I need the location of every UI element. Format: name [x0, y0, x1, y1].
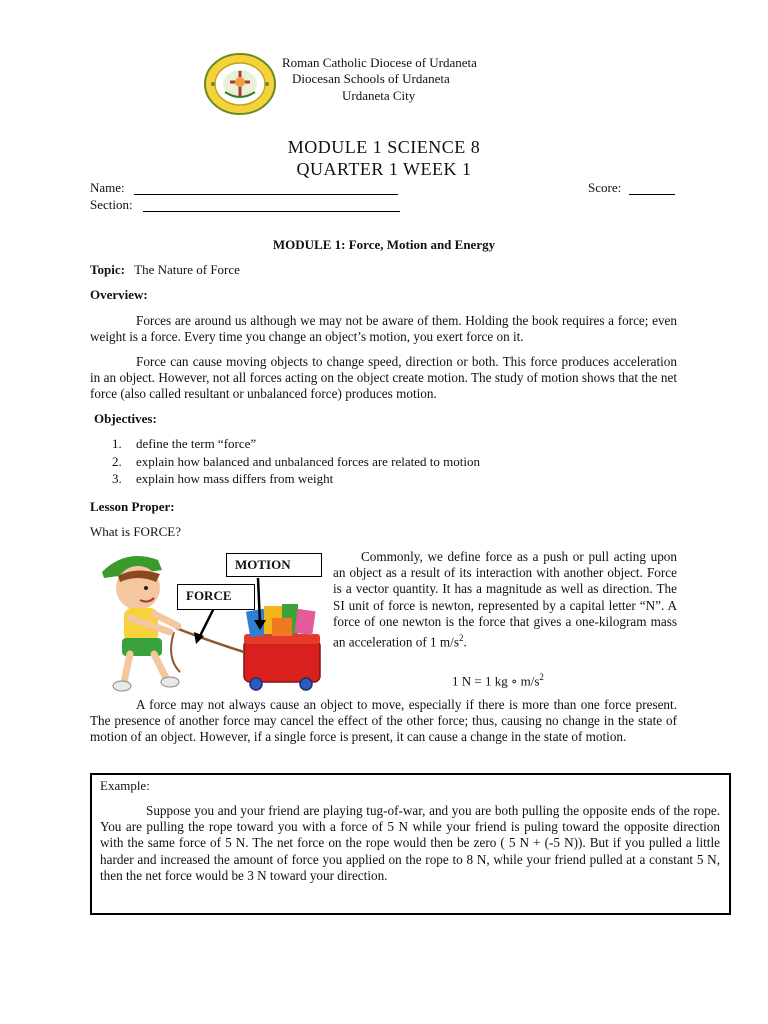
motion-label: MOTION	[226, 553, 322, 577]
overview-paragraph-2: Force can cause moving objects to change speed, direction or both. This force produces acceleration in an object. However, not all forces acting on the object create motion. The study of motion shows that the net force (also called resultant or unbalanced force) produces motion.	[90, 354, 677, 402]
force-label: FORCE	[177, 584, 255, 610]
list-item: 2. explain how balanced and unbalanced forces are related to motion	[112, 453, 480, 469]
force-motion-paragraph: A force may not always cause an object to move, especially if there is more than one force present. The presence of another force may cancel the effect of the other force; thus, causing no change in the state of motion of an object. However, if a single force is present, it can cause a change in the state of motion.	[90, 697, 677, 745]
list-item: 3. explain how mass differs from weight	[112, 471, 334, 486]
section-underline	[143, 211, 400, 212]
example-label: Example:	[100, 778, 150, 793]
score-label: Score:	[588, 180, 622, 195]
newton-formula: 1 N = 1 kg ∘ $m/s^2$	[452, 672, 544, 689]
score-underline	[629, 194, 675, 195]
overview-paragraph-1: Forces are around us although we may not be aware of them. Holding the book requires a force; even weight is a force. Every time you change an object’s motion, you exert force on it.	[90, 313, 677, 345]
name-label: Name:	[90, 180, 125, 195]
city-name: Urdaneta City	[342, 88, 416, 103]
module-title: MODULE 1 SCIENCE 8	[287, 137, 481, 157]
module-heading: MODULE 1: Force, Motion and Energy	[272, 237, 496, 252]
example-text: Suppose you and your friend are playing tug-of-war, and you are both pulling the opposite ends of the rope. You are pulling the rope toward you with a force of 5 N while your friend is puling toward the opposite direction with the same force of 5 N. The net force on the rope would then be zero ( 5 N + (-5 N)). But if you pulled a little harder and increased the amount of force you applied on the rope to 8 N, while your friend pulled at a constant 5 N, then the net force would be 3 N toward your direction.	[100, 803, 720, 883]
name-field[interactable]	[90, 180, 125, 196]
topic-value: The Nature of Force	[134, 262, 240, 277]
list-item: 1. define the term “force”	[112, 436, 257, 451]
objectives-list	[112, 435, 480, 488]
section-field[interactable]	[90, 197, 133, 213]
diocese-name: Roman Catholic Diocese of Urdaneta	[282, 55, 477, 70]
schools-name: Diocesan Schools of Urdaneta	[292, 71, 450, 86]
force-definition: Commonly, we define force as a push or pull acting upon an object as a result of its interaction with another object. Force is a vector quantity. It has a magnitude as well as direction. The SI unit of force is newton, represented by a capital letter “N”. A force of one newton is the force that gives a one-kilogram mass an acceleration of 1 $m/s^2$.	[333, 549, 677, 650]
lesson-heading: Lesson Proper:	[90, 499, 175, 514]
overview-heading: Overview:	[90, 287, 148, 302]
diocesan-schools-seal	[203, 52, 277, 116]
quarter-title: QUARTER 1 WEEK 1	[296, 159, 472, 179]
objectives-heading: Objectives:	[94, 411, 157, 426]
section-label: Section:	[90, 197, 133, 212]
score-field[interactable]	[588, 180, 621, 196]
name-underline	[134, 194, 398, 195]
topic-line	[90, 262, 240, 278]
lesson-question: What is FORCE?	[90, 524, 181, 539]
topic-label: Topic:	[90, 262, 125, 277]
